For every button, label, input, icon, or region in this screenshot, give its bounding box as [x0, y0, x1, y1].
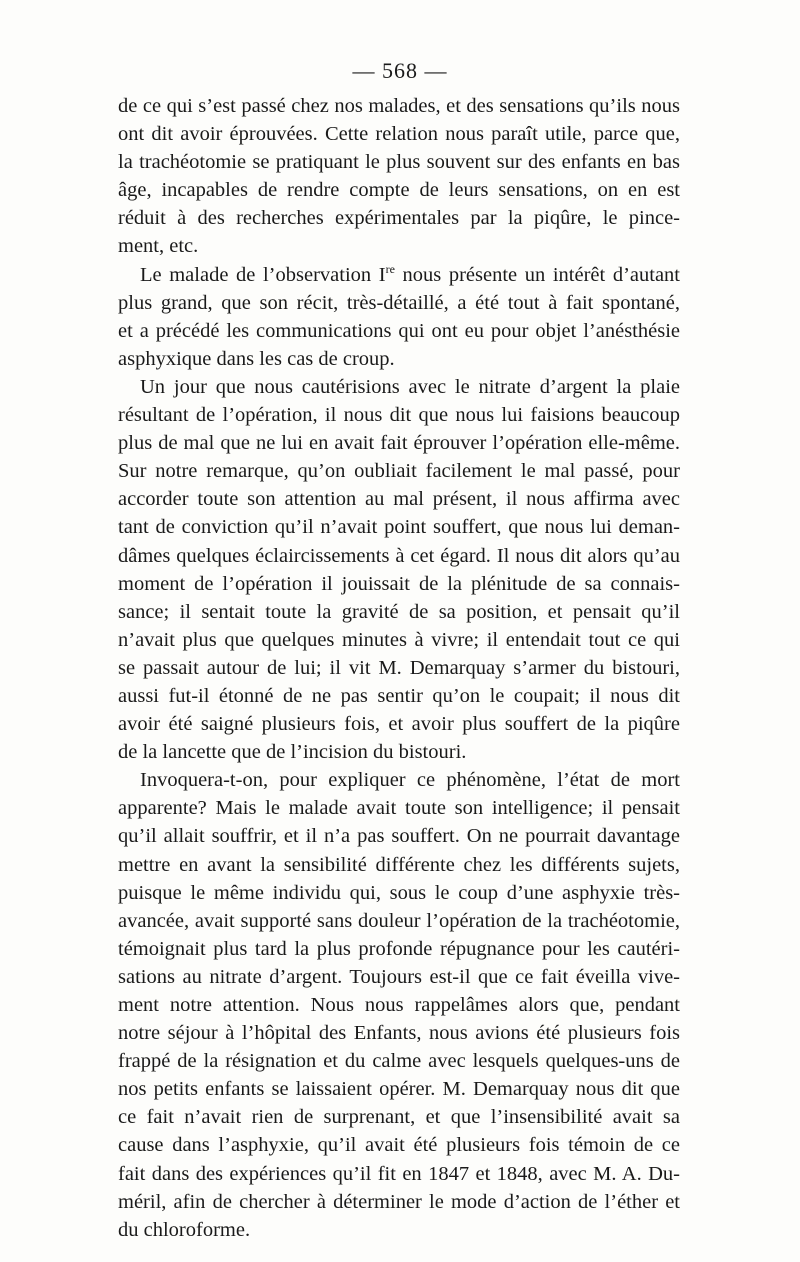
paragraph-3: [118, 373, 680, 766]
text-line: de ce qui s’est passé chez nos malades, et des sensations qu’ils nous: [118, 95, 680, 117]
paragraph-1: [118, 92, 680, 261]
text-line: avancée, avait supporté sans douleur l’opération de la trachéotomie,: [118, 909, 680, 932]
text-line: moment de l’opération il jouissait de la plénitude de sa connais-: [118, 572, 680, 595]
text-line: aussi fut-il étonné de ne pas sentir qu’on le coupait; il nous dit: [118, 684, 680, 707]
text-line: puisque le même individu qui, sous le coup d’une asphyxie très-: [118, 881, 680, 904]
text-line: cause dans l’asphyxie, qu’il avait été plusieurs fois témoin de ce: [118, 1134, 680, 1157]
text-line: qu’il allait souffrir, et il n’a pas souffert. On ne pourrait davantage: [118, 825, 680, 848]
text-line: n’avait plus que quelques minutes à vivre; il entendait tout ce qui: [118, 628, 680, 651]
text-line: se passait autour de lui; il vit M. Demarquay s’armer du bistouri,: [118, 656, 680, 679]
text-line: ce fait n’avait rien de surprenant, et que l’insensibilité avait sa: [118, 1106, 680, 1129]
text-line: ment, etc.: [118, 235, 199, 258]
text-line: [118, 261, 680, 289]
text-line: du chloroforme.: [118, 1218, 251, 1241]
text-line: réduit à des recherches expérimentales par la piqûre, le pince-: [118, 207, 680, 230]
page-number: — 568 —: [352, 58, 448, 83]
text-line: Un jour que nous cautérisions avec le nitrate d’argent la plaie: [140, 375, 680, 398]
text-line: ment notre attention. Nous nous rappelâmes alors que, pendant: [118, 994, 680, 1016]
text-line: âge, incapables de rendre compte de leurs sensations, on en est: [118, 179, 680, 202]
text-line: méril, afin de chercher à déterminer le mode d’action de l’éther et: [118, 1190, 680, 1213]
text-line: résultant de l’opération, il nous dit que nous lui faisions beaucoup: [118, 404, 680, 427]
text-line: nos petits enfants se laissaient opérer. M. Demarquay nous dit que: [118, 1078, 680, 1101]
text-line: notre séjour à l’hôpital des Enfants, nous avions été plusieurs fois: [118, 1022, 680, 1045]
text-line: apparente? Mais le malade avait toute son intelligence; il pensait: [118, 797, 680, 820]
text-line: Sur notre remarque, qu’on oubliait facilement le mal passé, pour: [118, 460, 680, 483]
text-line: la trachéotomie se pratiquant le plus souvent sur des enfants en bas: [118, 151, 680, 174]
text-line: accorder toute son attention au mal présent, il nous affirma avec: [118, 488, 680, 511]
text-fragment: nous présente un intérêt d’autant: [394, 263, 680, 286]
ordinal-superscript: re: [385, 261, 395, 276]
text-line: avoir été saigné plusieurs fois, et avoir plus souffert de la piqûre: [118, 713, 680, 736]
paragraph-2: [118, 261, 680, 373]
text-line: plus grand, que son récit, très-détaillé, a été tout à fait spontané,: [118, 291, 680, 314]
text-line: frappé de la résignation et du calme avec lesquels quelques-uns de: [118, 1050, 680, 1073]
text-line: et a précédé les communications qui ont eu pour objet l’anésthésie: [118, 319, 680, 342]
text-line: dâmes quelques éclaircissements à cet égard. Il nous dit alors qu’au: [118, 544, 680, 567]
body-text: [118, 92, 680, 1244]
text-line: sance; il sentait toute la gravité de sa position, et pensait qu’il: [118, 600, 680, 623]
text-line: témoignait plus tard la plus profonde répugnance pour les cautéri-: [118, 937, 680, 960]
text-line: Invoquera-t-on, pour expliquer ce phénomène, l’état de mort: [140, 769, 680, 792]
text-line: tant de conviction qu’il n’avait point souffert, que nous lui deman-: [118, 516, 680, 539]
text-line: ont dit avoir éprouvées. Cette relation nous paraît utile, parce que,: [118, 123, 680, 146]
text-line: mettre en avant la sensibilité différente chez les différents sujets,: [118, 853, 680, 876]
text-line: fait dans des expériences qu’il fit en 1847 et 1848, avec M. A. Du-: [118, 1162, 680, 1185]
text-line: plus de mal que ne lui en avait fait éprouver l’opération elle-même.: [118, 432, 680, 455]
text-line: sations au nitrate d’argent. Toujours est-il que ce fait éveilla vive-: [118, 965, 680, 988]
paragraph-4: [118, 766, 680, 1244]
text-fragment: Le malade de l’observation I: [140, 263, 386, 286]
text-line: de la lancette que de l’incision du bistouri.: [118, 741, 467, 764]
text-line: asphyxique dans les cas de croup.: [118, 347, 395, 370]
